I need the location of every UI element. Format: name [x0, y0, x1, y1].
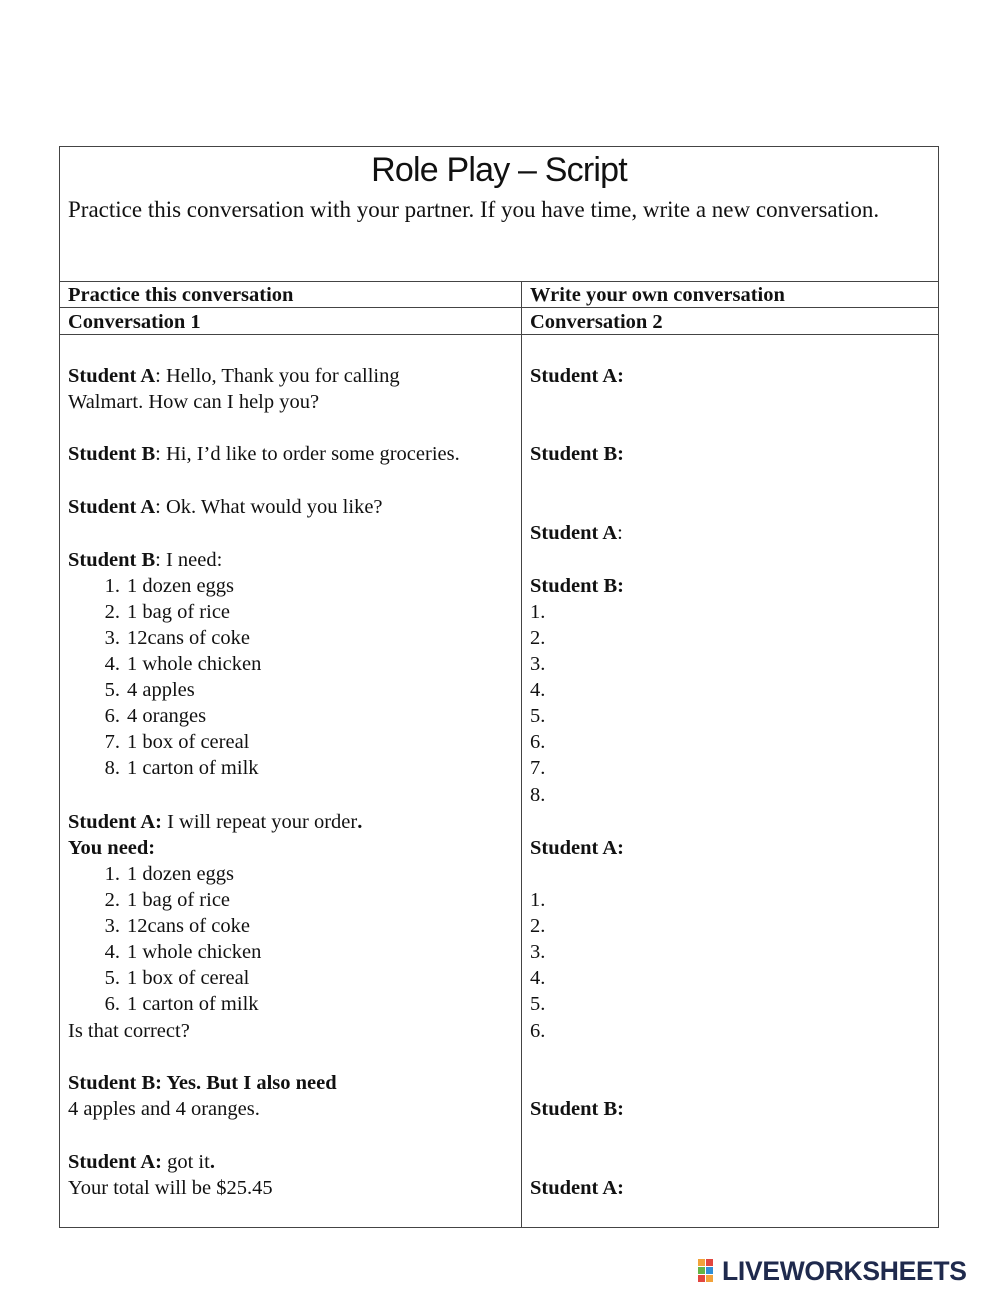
is-correct-text: Is that correct?	[68, 1020, 190, 1042]
blank-list-item: 6.	[530, 1020, 546, 1042]
dialogue-text: I will repeat your order	[161, 811, 358, 833]
subheader-conversation-1: Conversation 1	[68, 311, 201, 333]
subheader-conversation-2: Conversation 2	[530, 311, 663, 333]
dialogue-line: Student A: I will repeat your order.	[68, 811, 363, 833]
dialogue-line	[68, 363, 400, 389]
list-item: 6. 4 oranges	[104, 705, 207, 727]
total-text: Your total will be $25.45	[68, 1177, 273, 1199]
logo-text: LIVEWORKSHEETS	[722, 1255, 967, 1286]
column-divider	[521, 281, 522, 1228]
liveworksheets-logo[interactable]	[698, 1256, 967, 1286]
speaker-label: Student B:	[530, 575, 624, 597]
speaker-label: Student B	[68, 443, 156, 465]
column-header-write: Write your own conversation	[530, 284, 785, 306]
speaker-label: Student A	[68, 496, 156, 518]
dialogue-text-cont: Walmart. How can I help you?	[68, 391, 320, 413]
blank-list-item: 4.	[530, 967, 546, 989]
list-item: 3. 12cans of coke	[104, 627, 250, 649]
speaker-label: Student A:	[68, 811, 162, 833]
list-item: 7. 1 box of cereal	[104, 731, 250, 753]
blank-list-item: 3.	[530, 941, 546, 963]
dialogue-text-cont: 4 apples and 4 oranges.	[68, 1098, 260, 1120]
list-item: 8. 1 carton of milk	[104, 757, 259, 779]
blank-list-item: 8.	[530, 784, 546, 806]
dialogue-line: Student A: got it.	[68, 1151, 215, 1173]
instructions-text: Practice this conversation with your partner. If you have time, write a new conversation.	[68, 197, 880, 222]
dialogue-line	[68, 441, 460, 467]
blank-list-item: 2.	[530, 627, 546, 649]
speaker-label: Student A	[530, 522, 618, 544]
speaker-label: Student A	[68, 365, 156, 387]
list-item: 5. 4 apples	[104, 679, 195, 701]
blank-list-item: 7.	[530, 757, 546, 779]
list-item: 1. 1 dozen eggs	[104, 575, 235, 597]
dialogue-text: : I need:	[155, 549, 223, 571]
dialogue-text: : Ok. What would you like?	[155, 496, 383, 518]
dialogue-line	[68, 547, 222, 573]
speaker-label: Student B:	[530, 443, 624, 465]
speaker-label: Student A:	[530, 837, 624, 859]
list-item: 4. 1 whole chicken	[104, 941, 262, 963]
you-need-label: You need:	[68, 837, 156, 859]
column-header-practice: Practice this conversation	[68, 284, 294, 306]
liveworksheets-logo-icon	[698, 1259, 720, 1283]
dialogue-line	[68, 494, 383, 520]
blank-list-item: 1.	[530, 889, 546, 911]
blank-list-item: 2.	[530, 915, 546, 937]
list-item: 2. 1 bag of rice	[104, 601, 231, 623]
list-item: 3. 12cans of coke	[104, 915, 250, 937]
blank-list-item: 4.	[530, 679, 546, 701]
list-item: 1. 1 dozen eggs	[104, 863, 235, 885]
speaker-label: Student B:	[530, 1098, 624, 1120]
dialogue-text: got it	[161, 1151, 210, 1173]
dialogue-text: : Hello, Thank you for calling	[155, 365, 400, 387]
list-item: 5. 1 box of cereal	[104, 967, 250, 989]
dialogue-text: : Hi, I’d like to order some groceries.	[155, 443, 460, 465]
page-title: Role Play – Script	[371, 151, 627, 189]
speaker-label: Student A:	[530, 1177, 624, 1199]
list-item: 4. 1 whole chicken	[104, 653, 262, 675]
title-block	[60, 147, 938, 281]
blank-list-item: 6.	[530, 731, 546, 753]
blank-list-item: 3.	[530, 653, 546, 675]
list-item: 6. 1 carton of milk	[104, 993, 259, 1015]
speaker-line: Student A:	[530, 522, 623, 544]
speaker-label: Student A:	[530, 365, 624, 387]
list-item: 2. 1 bag of rice	[104, 889, 231, 911]
dialogue-line: Student B: Yes. But I also need	[68, 1072, 337, 1094]
worksheet-table	[59, 146, 939, 1228]
blank-list-item: 1.	[530, 601, 546, 623]
speaker-label: Student A:	[68, 1151, 162, 1173]
speaker-label: Student B	[68, 549, 156, 571]
blank-list-item: 5.	[530, 705, 546, 727]
blank-list-item: 5.	[530, 993, 546, 1015]
